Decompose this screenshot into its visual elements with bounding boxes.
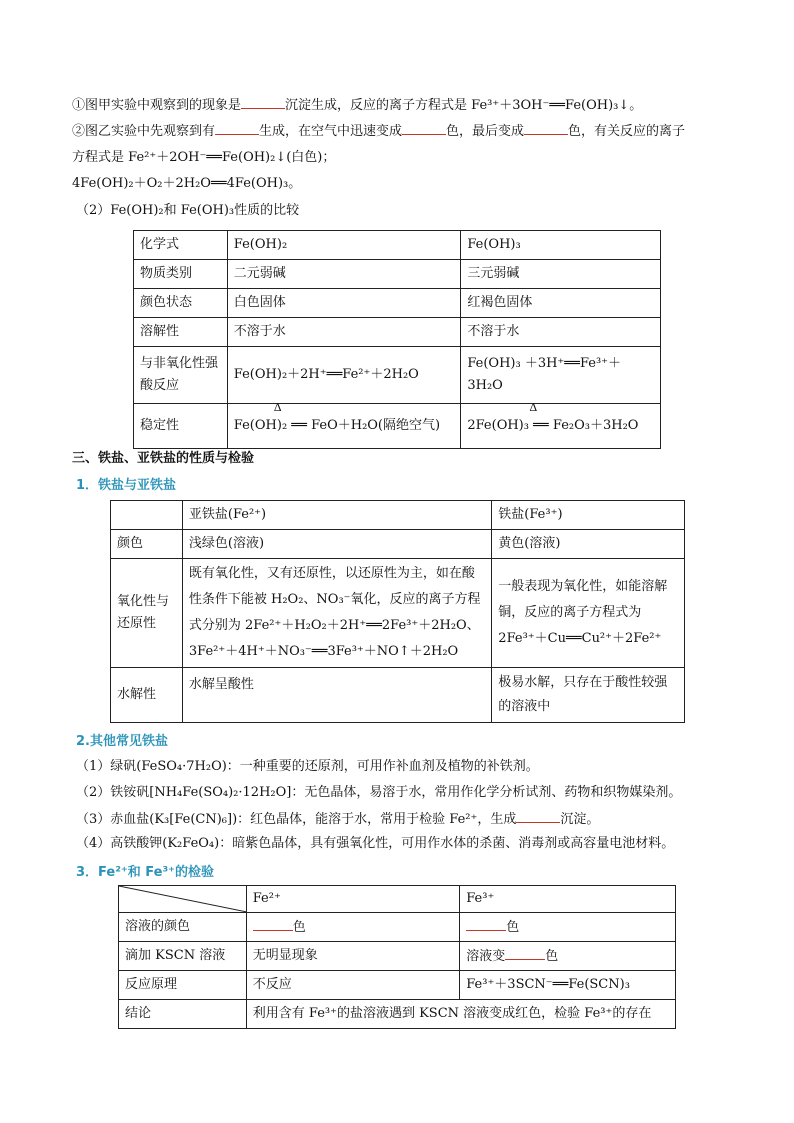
table-cell: Fe(OH)₃ bbox=[461, 231, 661, 260]
table-cell: Fe²⁺ bbox=[246, 886, 459, 913]
other-salt-item-1: （1）绿矾(FeSO₄·7H₂O)：一种重要的还原剂，可用作补血剂及植物的补铁剂。 bbox=[76, 759, 539, 774]
table-cell: 颜色 bbox=[111, 530, 183, 559]
cell-text: 色 bbox=[292, 919, 306, 935]
table-cell: Fe(OH)₃ ＋3H⁺══Fe³⁺＋3H₂O bbox=[461, 347, 661, 404]
table-row bbox=[111, 559, 685, 668]
table-cell: 水解呈酸性 bbox=[182, 668, 491, 723]
table-cell: 不反应 bbox=[246, 971, 459, 1000]
subsection-title: 2.其他常见铁盐 bbox=[76, 734, 168, 749]
intro-line-3: 方程式是 Fe²⁺＋2OH⁻══Fe(OH)₂↓(白色)； bbox=[72, 150, 336, 165]
table-cell: 黄色(溶液) bbox=[492, 530, 685, 559]
table-cell: 无明显现象 bbox=[246, 942, 459, 971]
table-row bbox=[119, 942, 676, 971]
table-cell: 铁盐(Fe³⁺) bbox=[492, 501, 685, 530]
table-cell: 利用含有 Fe³⁺的盐溶液遇到 KSCN 溶液变成红色，检验 Fe³⁺的存在 bbox=[246, 1000, 675, 1029]
table-cell bbox=[460, 913, 676, 942]
table-row bbox=[119, 913, 676, 942]
table-row bbox=[119, 971, 676, 1000]
table-cell: 水解性 bbox=[111, 668, 183, 723]
answer-blank[interactable] bbox=[402, 120, 446, 135]
table-cell: 溶解性 bbox=[134, 318, 228, 347]
subsection-title: 1．铁盐与亚铁盐 bbox=[76, 478, 177, 493]
table-cell: 白色固体 bbox=[227, 289, 461, 318]
answer-blank[interactable] bbox=[241, 94, 285, 109]
table-cell: 颜色状态 bbox=[134, 289, 228, 318]
table-cell: Fe(OH)₂ bbox=[227, 231, 461, 260]
other-salt-item-3 bbox=[76, 808, 599, 830]
text: 沉淀生成，反应的离子方程式是 Fe³⁺＋3OH⁻══Fe(OH)₃↓。 bbox=[285, 98, 643, 113]
table-cell bbox=[227, 401, 461, 449]
table-cell: 既有氧化性，又有还原性，以还原性为主，如在酸性条件下能被 H₂O₂、NO₃⁻氧化，反应的离子方程式分别为 2Fe²⁺＋H₂O₂＋2H⁺══2Fe³⁺＋2H₂O、3Fe²⁺＋4H⁺＋NO₃⁻══3Fe³⁺＋NO↑＋2H₂O bbox=[182, 559, 491, 668]
table-cell: 化学式 bbox=[134, 231, 228, 260]
table-cell: 物质类别 bbox=[134, 260, 228, 289]
iron-salt-table bbox=[110, 500, 685, 723]
intro-line-4: 4Fe(OH)₂＋O₂＋2H₂O══4Fe(OH)₃。 bbox=[72, 176, 302, 191]
cell-text: 色 bbox=[545, 948, 559, 964]
answer-blank[interactable] bbox=[253, 916, 293, 931]
text: 色，最后变成 bbox=[446, 124, 525, 139]
table-cell-diagonal bbox=[119, 886, 247, 913]
table-cell: Fe³⁺＋3SCN⁻══Fe(SCN)₃ bbox=[460, 971, 676, 1000]
cell-text: 溶液变 bbox=[466, 948, 506, 964]
other-salt-item-2: （2）铁铵矾[NH₄Fe(SO₄)₂·12H₂O]：无色晶体，易溶于水，常用作化学分析试剂、药物和织物媒染剂。 bbox=[76, 785, 682, 800]
answer-blank[interactable] bbox=[215, 120, 259, 135]
text: （3）赤血盐(K₃[Fe(CN)₆])：红色晶体，能溶于水，常用于检验 Fe²⁺，生成 bbox=[76, 812, 517, 827]
table-row bbox=[111, 668, 685, 723]
table-row bbox=[134, 347, 661, 404]
subsection-title: 3．Fe²⁺和 Fe³⁺的检验 bbox=[76, 865, 215, 880]
table-cell: 溶液的颜色 bbox=[119, 913, 247, 942]
table-row bbox=[119, 886, 676, 913]
answer-blank[interactable] bbox=[505, 945, 545, 960]
table-cell: 一般表现为氧化性，如能溶解铜，反应的离子方程式为 2Fe³⁺＋Cu══Cu²⁺＋2Fe²⁺ bbox=[492, 559, 685, 668]
table-row bbox=[119, 1000, 676, 1029]
table-cell: Fe³⁺ bbox=[460, 886, 676, 913]
table-cell: 浅绿色(溶液) bbox=[182, 530, 491, 559]
table-cell bbox=[461, 401, 661, 449]
table-row bbox=[134, 318, 661, 347]
answer-blank[interactable] bbox=[466, 916, 506, 931]
table-cell: 二元弱碱 bbox=[227, 260, 461, 289]
table-cell: 极易水解，只存在于酸性较强的溶液中 bbox=[492, 668, 685, 723]
intro-line-2 bbox=[72, 120, 685, 142]
section-title: 三、铁盐、亚铁盐的性质与检验 bbox=[72, 451, 255, 466]
table-cell: 不溶于水 bbox=[461, 318, 661, 347]
fe-hydroxide-comparison-table bbox=[133, 230, 661, 449]
table-row bbox=[111, 530, 685, 559]
diagonal-line bbox=[119, 886, 247, 912]
fe-ion-detection-table bbox=[118, 885, 676, 1029]
table-row bbox=[134, 231, 661, 260]
other-salt-item-4: （4）高铁酸钾(K₂FeO₄)：暗紫色晶体，具有强氧化性，可用作水体的杀菌、消毒剂或高容量电池材料。 bbox=[76, 836, 675, 851]
table-cell: 反应原理 bbox=[119, 971, 247, 1000]
table-cell: 滴加 KSCN 溶液 bbox=[119, 942, 247, 971]
table-row bbox=[134, 289, 661, 318]
table-cell: 三元弱碱 bbox=[461, 260, 661, 289]
answer-blank[interactable] bbox=[516, 808, 560, 823]
table-cell: 稳定性 bbox=[134, 404, 228, 449]
table-cell: 不溶于水 bbox=[227, 318, 461, 347]
table-cell bbox=[246, 913, 459, 942]
text: 生成，在空气中迅速变成 bbox=[259, 124, 403, 139]
text: 色，有关反应的离子 bbox=[568, 124, 686, 139]
table-row bbox=[134, 404, 661, 449]
intro-line-5: （2）Fe(OH)₂和 Fe(OH)₃性质的比较 bbox=[76, 203, 300, 218]
text: ①图甲实验中观察到的现象是 bbox=[72, 98, 242, 113]
table-cell: Fe(OH)₂＋2H⁺══Fe²⁺＋2H₂O bbox=[227, 347, 461, 404]
answer-blank[interactable] bbox=[524, 120, 568, 135]
table-cell bbox=[460, 942, 676, 971]
table-row bbox=[111, 501, 685, 530]
cell-text: Fe(OH)₂ ══ FeO＋H₂O(隔绝空气) bbox=[233, 418, 441, 433]
table-cell: 结论 bbox=[119, 1000, 247, 1029]
cell-text: 色 bbox=[506, 919, 520, 935]
delta-symbol: Δ bbox=[529, 401, 538, 414]
cell-text: 2Fe(OH)₃ ══ Fe₂O₃＋3H₂O bbox=[467, 418, 639, 433]
intro-line-1 bbox=[72, 94, 642, 116]
table-cell: 氧化性与还原性 bbox=[111, 559, 183, 668]
delta-symbol: Δ bbox=[273, 401, 282, 414]
text: 沉淀。 bbox=[560, 812, 600, 827]
table-cell: 亚铁盐(Fe²⁺) bbox=[182, 501, 491, 530]
table-cell: 红褐色固体 bbox=[461, 289, 661, 318]
table-cell bbox=[111, 501, 183, 530]
text: ②图乙实验中先观察到有 bbox=[72, 124, 216, 139]
table-row bbox=[134, 260, 661, 289]
table-cell: 与非氧化性强酸反应 bbox=[134, 347, 228, 404]
